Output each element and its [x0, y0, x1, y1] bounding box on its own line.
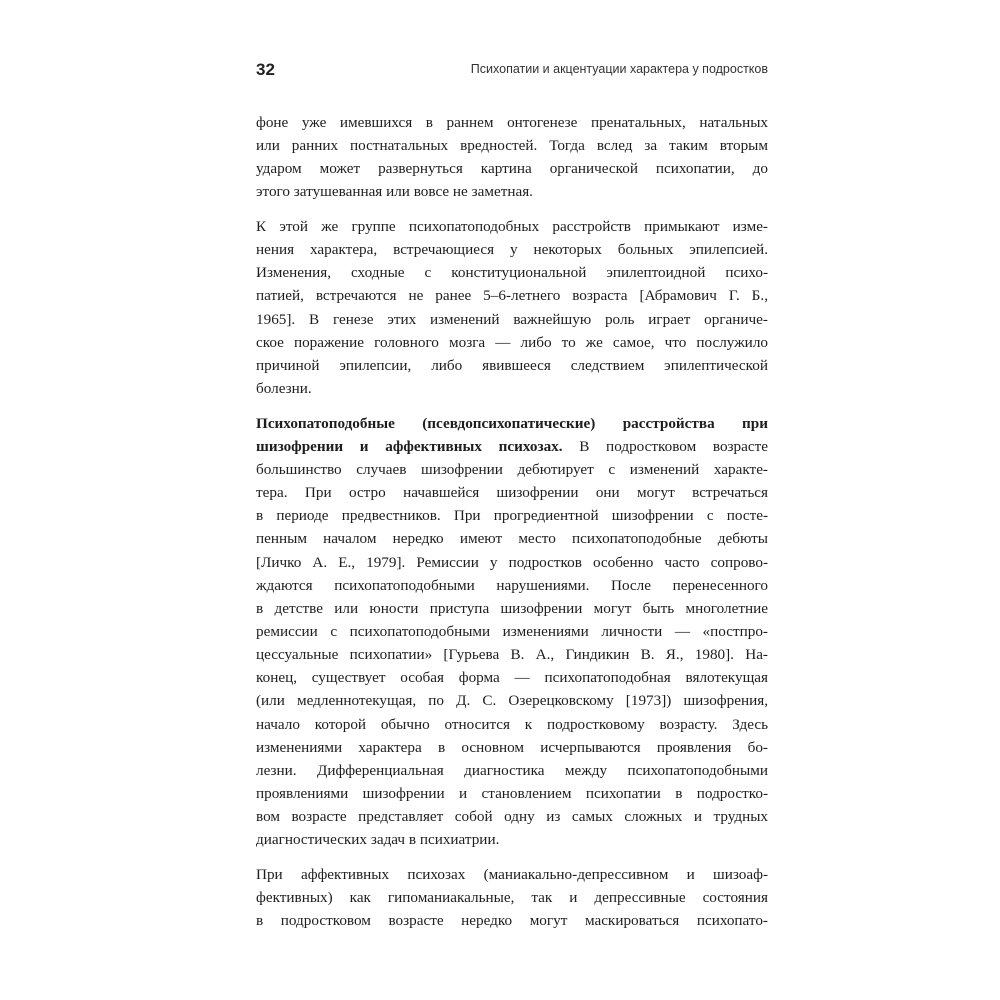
text-line: патией, встречаются не ранее 5–6-летнего возраста [Абрамович Г. Б., [256, 287, 768, 305]
text-line: Изменения, сходные с конституциональной эпилептоидной психо- [256, 264, 768, 282]
paragraph [256, 863, 768, 932]
text-line: причиной эпилепсии, либо явившееся следствием эпилептической [256, 356, 768, 374]
text-line: нения характера, встречающиеся у некоторых больных эпилепсией. [256, 241, 768, 259]
section-heading-tail: шизофрении и аффективных психозах. [256, 437, 563, 455]
text-line: фективных) как гипоманиакальные, так и депрессивные состояния [256, 889, 768, 906]
text-segment: В подростковом возрасте [562, 437, 768, 455]
text-line: ремиссии с психопатоподобными изменениями личности — «постпро- [256, 622, 768, 640]
page-number: 32 [256, 60, 275, 79]
text-line: в детстве или юности приступа шизофрении могут быть многолетние [256, 599, 768, 617]
text-line: К этой же группе психопатоподобных расстройств примыкают изме- [256, 218, 768, 236]
text-line: ждаются психопатоподобными нарушениями. После перенесенного [256, 576, 768, 594]
text-line: конец, существует особая форма — психопатоподобная вялотекущая [256, 669, 768, 687]
text-line: в подростковом возрасте нередко могут маскироваться психопато- [256, 912, 768, 930]
text-line: При аффективных психозах (маниакально-депрессивном и шизоаф- [256, 865, 768, 883]
text-line: 1965]. В генезе этих изменений важнейшую роль играет органиче- [256, 310, 768, 328]
running-title: Психопатии и акцентуации характера у подростков [470, 62, 768, 76]
page-body [256, 111, 768, 944]
text-line: ударом может развернуться картина органической психопатии, до [256, 160, 768, 178]
text-line: изменениями характера в основном исчерпываются проявления бо- [256, 738, 768, 756]
text-line: диагностических задач в психиатрии. [256, 831, 500, 849]
paragraph [256, 215, 768, 400]
text-line: тера. При остро начавшейся шизофрении они могут встречаться [256, 484, 768, 502]
text-line: цессуальные психопатии» [Гурьева В. А., Гиндикин В. Я., 1980]. На- [256, 646, 768, 664]
text-line: вом возрасте представляет собой одну из самых сложных и трудных [256, 808, 768, 826]
text-line: пенным началом нередко имеют место психопатоподобные дебюты [256, 530, 768, 548]
text-line: (или медленнотекущая, по Д. С. Озерецковскому [1973]) шизофрения, [256, 692, 768, 710]
paragraph [256, 412, 768, 852]
text-line: в периоде предвестников. При прогредиентной шизофрении с посте- [256, 507, 768, 525]
section-heading-line: Психопатоподобные (псевдопсихопатические) расстройства при [256, 414, 768, 432]
text-line: болезни. [256, 380, 312, 398]
text-line [256, 435, 768, 458]
text-line: проявлениями шизофрении и становлением психопатии в подростко- [256, 784, 768, 802]
page-header [256, 60, 768, 88]
text-line: или ранних постнатальных вредностей. Тогда вслед за таким вторым [256, 137, 768, 155]
text-line: начало которой обычно относится к подростковому возрасту. Здесь [256, 715, 768, 733]
text-line: фоне уже имевшихся в раннем онтогенезе пренатальных, натальных [256, 114, 768, 131]
text-line: лезни. Дифференциальная диагностика между психопатоподобными [256, 761, 768, 779]
paragraph [256, 111, 768, 204]
text-line: большинство случаев шизофрении дебютирует с изменений характе- [256, 460, 768, 478]
text-line: ское поражение головного мозга — либо то же самое, что послужило [256, 333, 768, 351]
text-line: [Личко А. Е., 1979]. Ремиссии у подростков особенно часто сопрово- [256, 553, 768, 571]
text-line: этого затушеванная или вовсе не заметная. [256, 183, 533, 201]
